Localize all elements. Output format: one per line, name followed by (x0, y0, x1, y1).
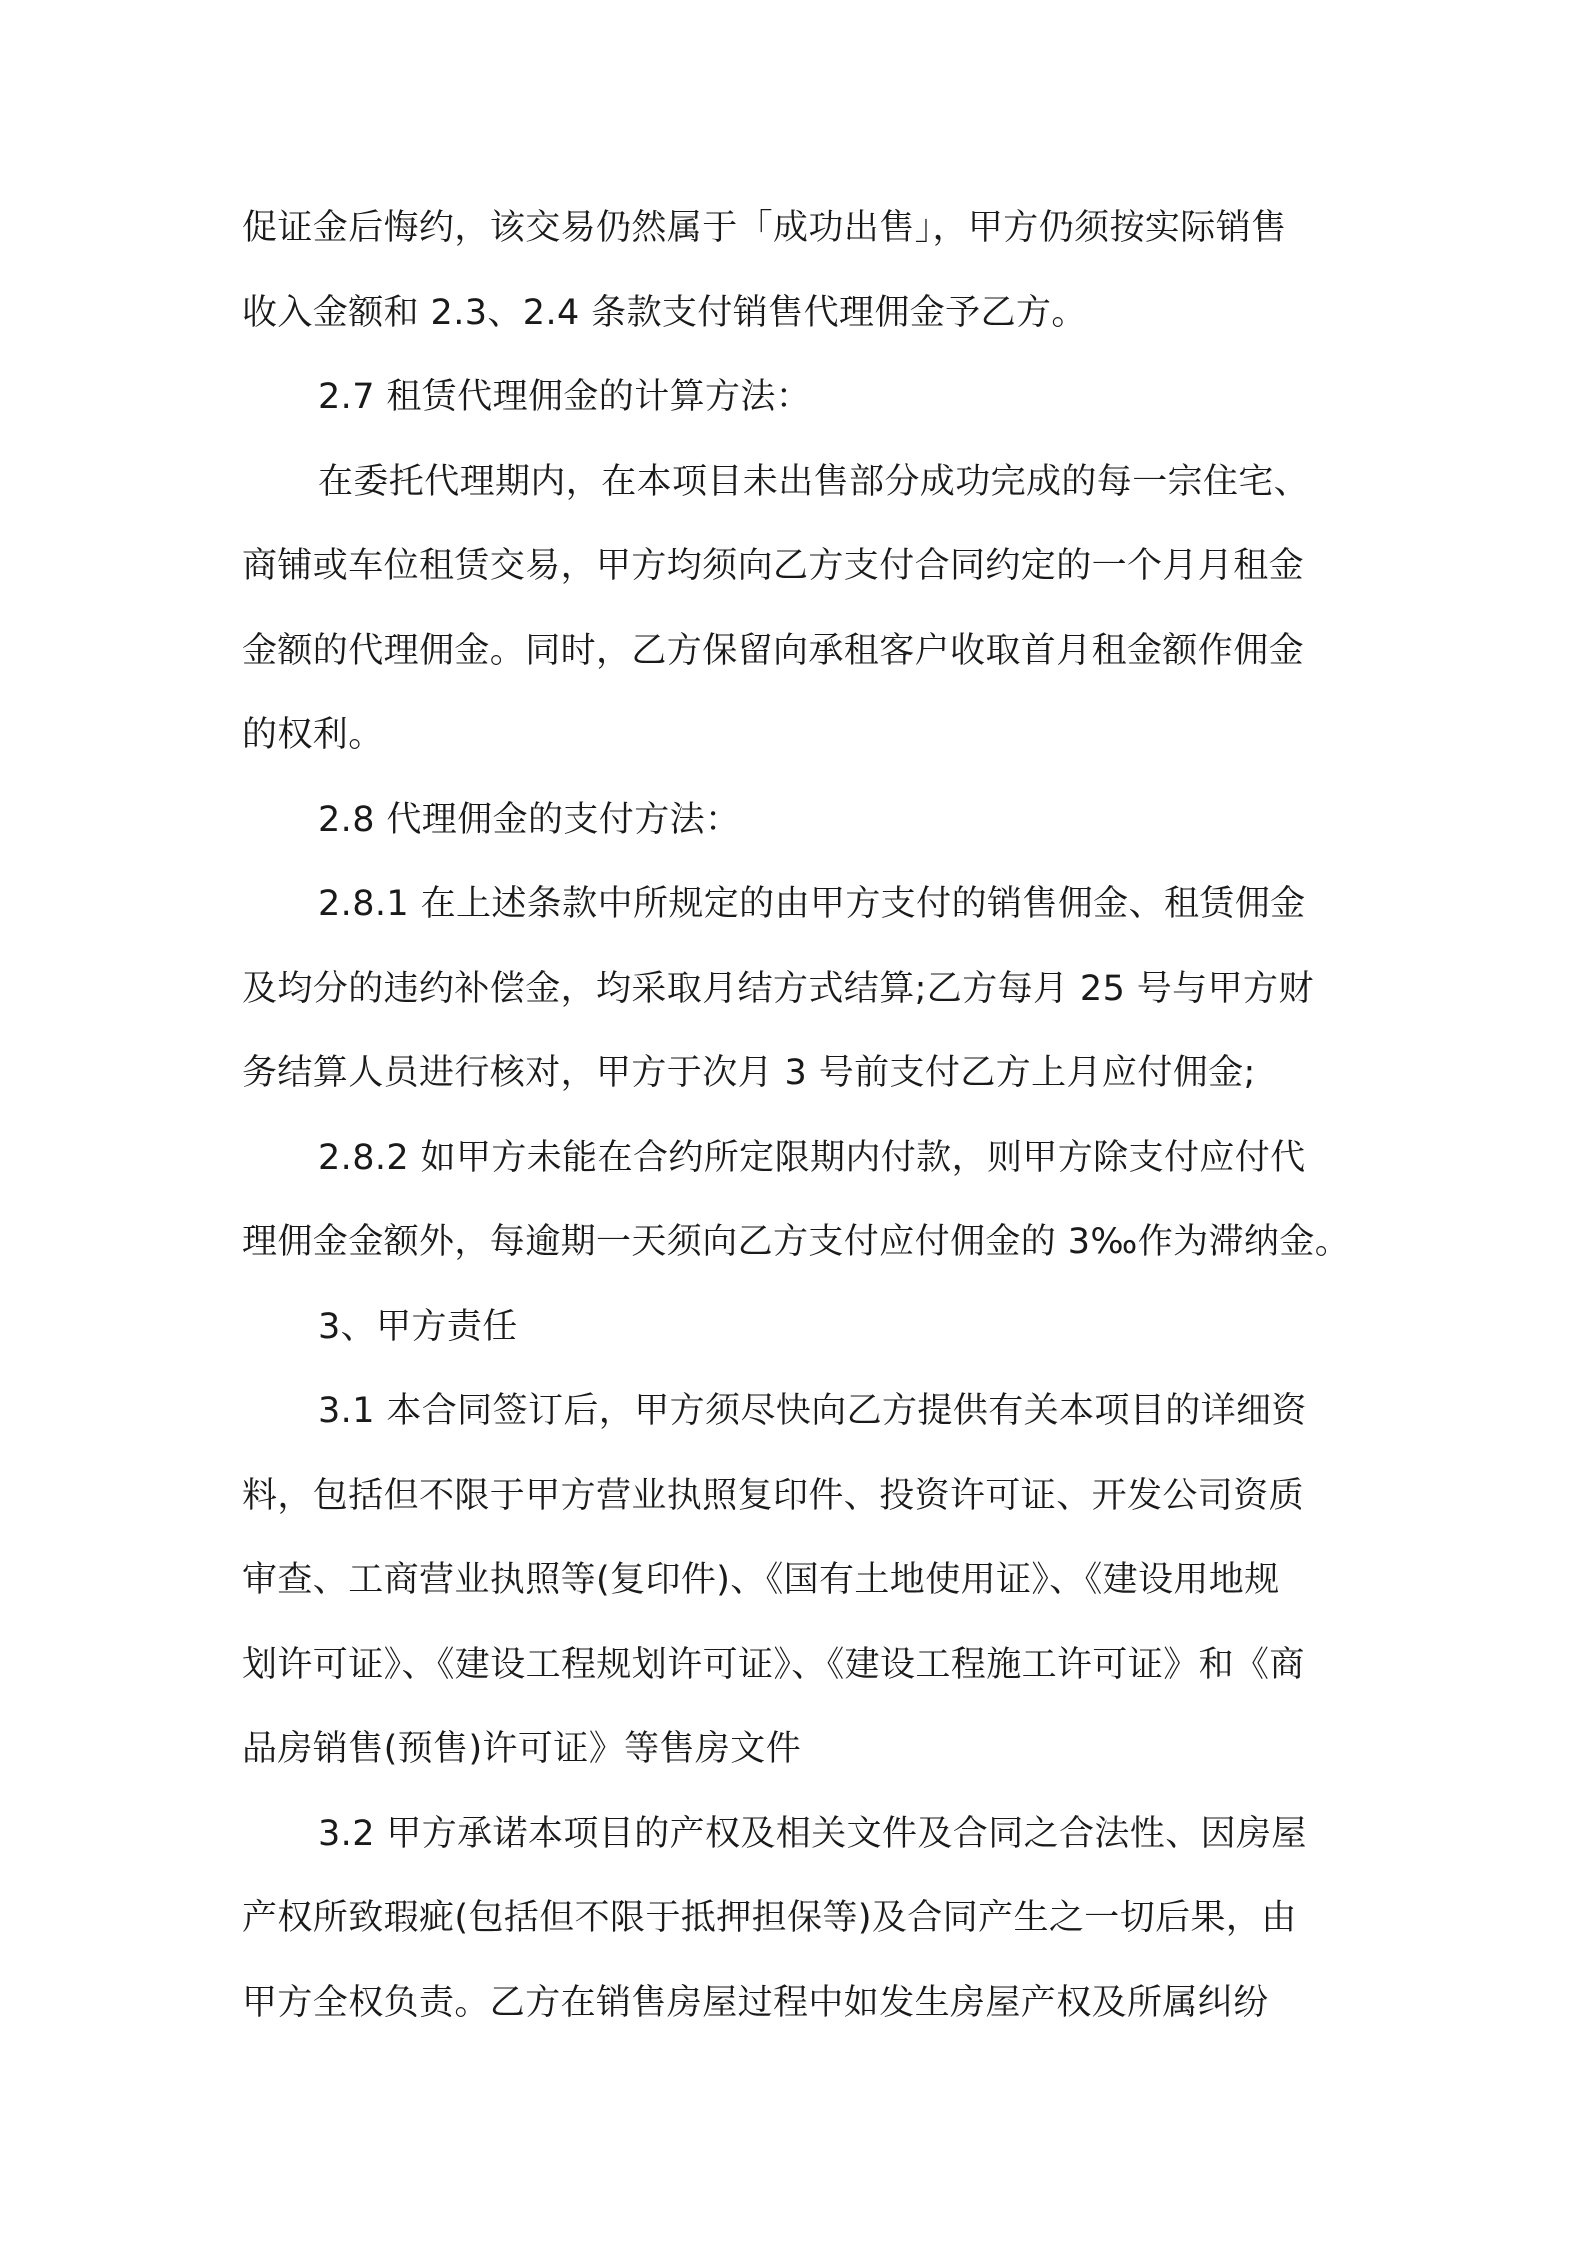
text-line: 品房销售(预售)许可证》等售房文件 (242, 1729, 802, 1769)
text-line: 理佣金金额外，每逾期一天须向乙方支付应付佣金的 3‰作为滞纳金。 (242, 1222, 1351, 1262)
text-line: 收入金额和 2.3、2.4 条款支付销售代理佣金予乙方。 (242, 292, 1087, 333)
document-body (242, 198, 1362, 2057)
text-line: 料，包括但不限于甲方营业执照复印件、投资许可证、开发公司资质 (242, 1475, 1305, 1516)
text-line: 2.8.1 在上述条款中所规定的由甲方支付的销售佣金、租赁佣金 (318, 884, 1306, 924)
text-line: 划许可证》、《建设工程规划许可证》、《建设工程施工许可证》和《商 (242, 1644, 1305, 1685)
text-line: 3.1 本合同签订后，甲方须尽快向乙方提供有关本项目的详细资 (318, 1391, 1307, 1431)
text-line: 的权利。 (242, 715, 384, 755)
text-line: 在委托代理期内，在本项目未出售部分成功完成的每一宗住宅、 (318, 461, 1310, 502)
text-line: 2.8.2 如甲方未能在合约所定限期内付款，则甲方除支付应付代 (318, 1137, 1306, 1178)
text-line: 产权所致瑕疵(包括但不限于抵押担保等)及合同产生之一切后果，由 (242, 1898, 1297, 1938)
text-line: 商铺或车位租赁交易，甲方均须向乙方支付合同约定的一个月月租金 (242, 546, 1305, 586)
text-line: 促证金后悔约，该交易仍然属于「成功出售」，甲方仍须按实际销售 (242, 208, 1287, 248)
text-line: 甲方全权负责。乙方在销售房屋过程中如发生房屋产权及所属纠纷 (242, 1982, 1269, 2023)
text-line: 及均分的违约补偿金，均采取月结方式结算;乙方每月 25 号与甲方财 (242, 968, 1314, 1009)
text-line: 务结算人员进行核对，甲方于次月 3 号前支付乙方上月应付佣金; (242, 1053, 1256, 1093)
section-heading: 3、甲方责任 (318, 1306, 518, 1347)
text-line: 金额的代理佣金。同时，乙方保留向承租客户收取首月租金额作佣金 (242, 630, 1305, 671)
section-heading: 2.7 租赁代理佣金的计算方法： (318, 377, 812, 417)
text-line: 审查、工商营业执照等(复印件)、《国有土地使用证》、《建设用地规 (242, 1560, 1280, 1600)
text-line: 3.2 甲方承诺本项目的产权及相关文件及合同之合法性、因房屋 (318, 1813, 1307, 1854)
section-heading: 2.8 代理佣金的支付方法： (318, 799, 741, 840)
